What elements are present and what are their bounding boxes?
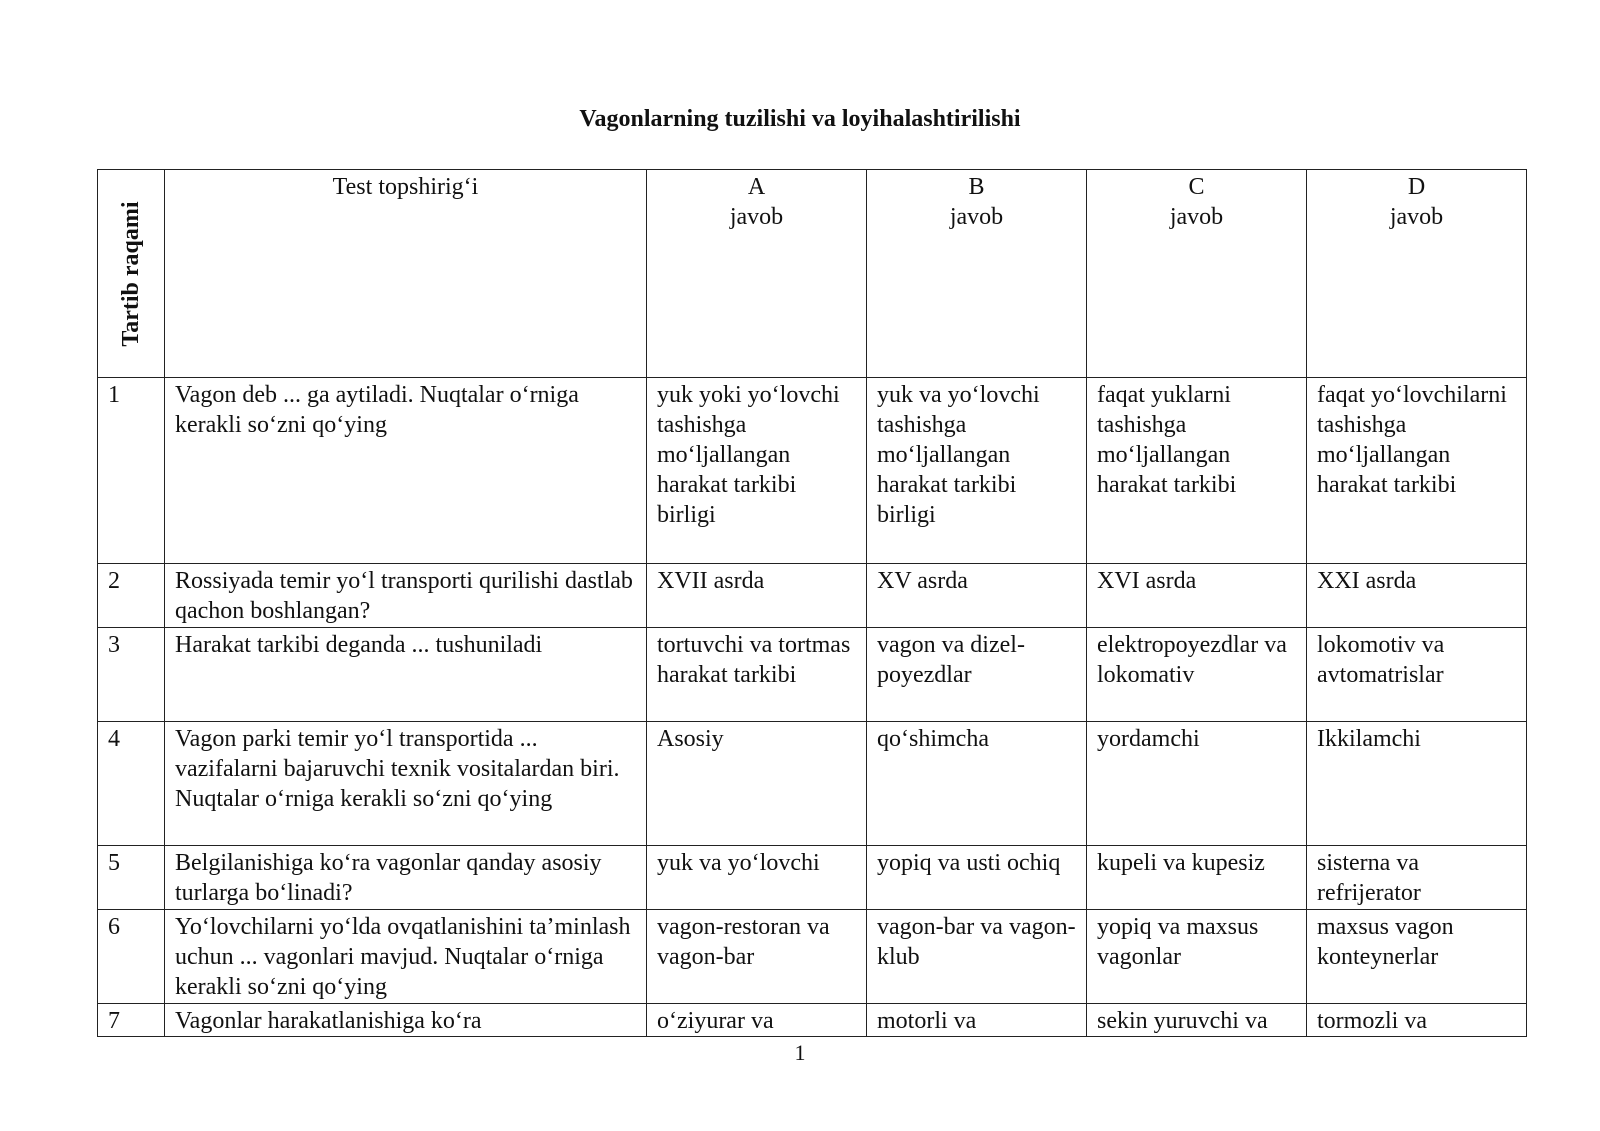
answer-d: XXI asrda <box>1307 564 1527 628</box>
answer-d: maxsus vagon konteynerlar <box>1307 910 1527 1004</box>
answer-d: tormozli va <box>1307 1004 1527 1037</box>
header-c <box>1087 170 1307 378</box>
answer-d: lokomotiv va avtomatrislar <box>1307 628 1527 722</box>
table-row <box>98 846 1527 910</box>
answer-c: faqat yuklarni tashishga mo‘ljallangan harakat tarkibi <box>1087 378 1307 564</box>
header-a-word: javob <box>729 204 784 230</box>
header-d <box>1307 170 1527 378</box>
row-question: Vagon parki temir yo‘l transportida ... vazifalarni bajaruvchi texnik vositalardan biri. Nuqtalar o‘rniga kerakli so‘zni qo‘ying <box>165 722 647 846</box>
answer-a: vagon-restoran va vagon-bar <box>647 910 867 1004</box>
row-number: 6 <box>98 910 165 1004</box>
header-a <box>647 170 867 378</box>
row-number: 2 <box>98 564 165 628</box>
header-c-letter: C <box>1188 174 1205 200</box>
row-number: 5 <box>98 846 165 910</box>
row-question: Yo‘lovchilarni yo‘lda ovqatlanishini ta’minlash uchun ... vagonlari mavjud. Nuqtalar o‘rniga kerakli so‘zni qo‘ying <box>165 910 647 1004</box>
header-c-word: javob <box>1169 204 1224 230</box>
test-table <box>97 169 1527 1037</box>
row-number: 1 <box>98 378 165 564</box>
answer-b: yopiq va usti ochiq <box>867 846 1087 910</box>
row-number: 4 <box>98 722 165 846</box>
header-b-word: javob <box>949 204 1004 230</box>
table-row <box>98 722 1527 846</box>
answer-d: faqat yo‘lovchilarni tashishga mo‘ljallangan harakat tarkibi <box>1307 378 1527 564</box>
answer-c: sekin yuruvchi va <box>1087 1004 1307 1037</box>
answer-d: Ikkilamchi <box>1307 722 1527 846</box>
row-question: Belgilanishiga ko‘ra vagonlar qanday asosiy turlarga bo‘linadi? <box>165 846 647 910</box>
header-number <box>98 170 165 378</box>
header-row <box>98 170 1527 378</box>
header-d-letter: D <box>1407 174 1426 200</box>
row-number: 3 <box>98 628 165 722</box>
header-question: Test topshirig‘i <box>165 170 647 378</box>
header-number-label: Tartib raqami <box>118 200 144 347</box>
document-title: Vagonlarning tuzilishi va loyihalashtirilishi <box>579 106 1021 132</box>
answer-a: o‘ziyurar va <box>647 1004 867 1037</box>
answer-a: yuk yoki yo‘lovchi tashishga mo‘ljallangan harakat tarkibi birligi <box>647 378 867 564</box>
header-b <box>867 170 1087 378</box>
answer-c: elektropoyezdlar va lokomativ <box>1087 628 1307 722</box>
answer-a: Asosiy <box>647 722 867 846</box>
answer-d: sisterna va refrijerator <box>1307 846 1527 910</box>
answer-a: yuk va yo‘lovchi <box>647 846 867 910</box>
answer-b: qo‘shimcha <box>867 722 1087 846</box>
answer-b: vagon va dizel-poyezdlar <box>867 628 1087 722</box>
page-number: 1 <box>794 1040 806 1065</box>
table-row <box>98 1004 1527 1037</box>
answer-b: motorli va <box>867 1004 1087 1037</box>
row-number: 7 <box>98 1004 165 1037</box>
header-d-word: javob <box>1389 204 1444 230</box>
header-b-letter: B <box>968 174 985 200</box>
row-question: Vagonlar harakatlanishiga ko‘ra <box>165 1004 647 1037</box>
row-question: Vagon deb ... ga aytiladi. Nuqtalar o‘rniga kerakli so‘zni qo‘ying <box>165 378 647 564</box>
row-question: Rossiyada temir yo‘l transporti qurilishi dastlab qachon boshlangan? <box>165 564 647 628</box>
answer-a: tortuvchi va tortmas harakat tarkibi <box>647 628 867 722</box>
table-row <box>98 628 1527 722</box>
header-a-letter: A <box>747 174 766 200</box>
answer-c: yordamchi <box>1087 722 1307 846</box>
answer-c: kupeli va kupesiz <box>1087 846 1307 910</box>
table-row <box>98 378 1527 564</box>
answer-b: yuk va yo‘lovchi tashishga mo‘ljallangan harakat tarkibi birligi <box>867 378 1087 564</box>
table-row <box>98 910 1527 1004</box>
row-question: Harakat tarkibi deganda ... tushuniladi <box>165 628 647 722</box>
answer-b: vagon-bar va vagon-klub <box>867 910 1087 1004</box>
answer-a: XVII asrda <box>647 564 867 628</box>
table-row <box>98 564 1527 628</box>
answer-b: XV asrda <box>867 564 1087 628</box>
answer-c: XVI asrda <box>1087 564 1307 628</box>
answer-c: yopiq va maxsus vagonlar <box>1087 910 1307 1004</box>
